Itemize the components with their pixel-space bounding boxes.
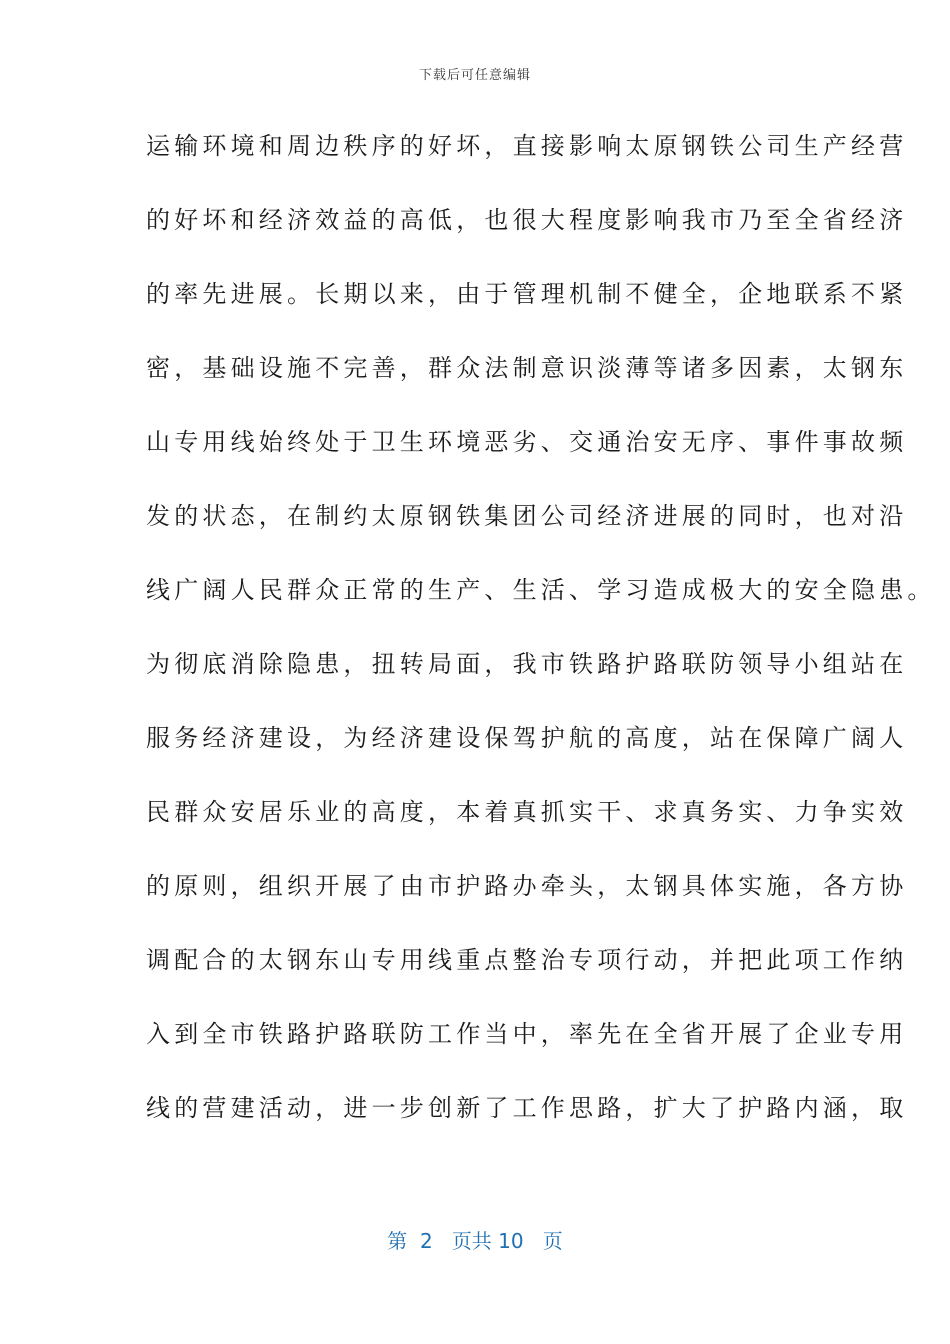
footer-prefix: 第 <box>387 1229 408 1253</box>
current-page-number: 2 <box>420 1229 433 1253</box>
text-line: 的原则，组织开展了由市护路办牵头，太钢具体实施，各方协 <box>146 872 908 900</box>
page-footer <box>0 1225 950 1254</box>
text-line: 入到全市铁路护路联防工作当中，率先在全省开展了企业专用 <box>146 1020 908 1048</box>
header-note: 下载后可任意编辑 <box>418 68 531 83</box>
text-line: 调配合的太钢东山专用线重点整治专项行动，并把此项工作纳 <box>146 946 908 974</box>
text-line: 线的营建活动，进一步创新了工作思路，扩大了护路内涵，取 <box>146 1094 908 1122</box>
text-line: 服务经济建设，为经济建设保驾护航的高度，站在保障广阔人 <box>146 724 908 752</box>
footer-suffix: 页 <box>542 1229 563 1253</box>
text-line: 密，基础设施不完善，群众法制意识淡薄等诸多因素，太钢东 <box>146 354 908 382</box>
text-line: 的率先进展。长期以来，由于管理机制不健全，企地联系不紧 <box>146 280 908 308</box>
text-line: 民群众安居乐业的高度，本着真抓实干、求真务实、力争实效 <box>146 798 908 826</box>
footer-middle: 页共 <box>451 1229 492 1253</box>
text-line: 运输环境和周边秩序的好坏，直接影响太原钢铁公司生产经营 <box>146 132 908 160</box>
text-line: 为彻底消除隐患，扭转局面，我市铁路护路联防领导小组站在 <box>146 650 908 678</box>
text-line: 发的状态，在制约太原钢铁集团公司经济进展的同时，也对沿 <box>146 502 908 530</box>
total-pages-number: 10 <box>498 1229 524 1253</box>
document-body <box>146 126 936 1162</box>
text-line: 的好坏和经济效益的高低，也很大程度影响我市乃至全省经济 <box>146 206 908 234</box>
text-line: 山专用线始终处于卫生环境恶劣、交通治安无序、事件事故频 <box>146 428 908 456</box>
text-line: 线广阔人民群众正常的生产、生活、学习造成极大的安全隐患。 <box>146 576 936 604</box>
